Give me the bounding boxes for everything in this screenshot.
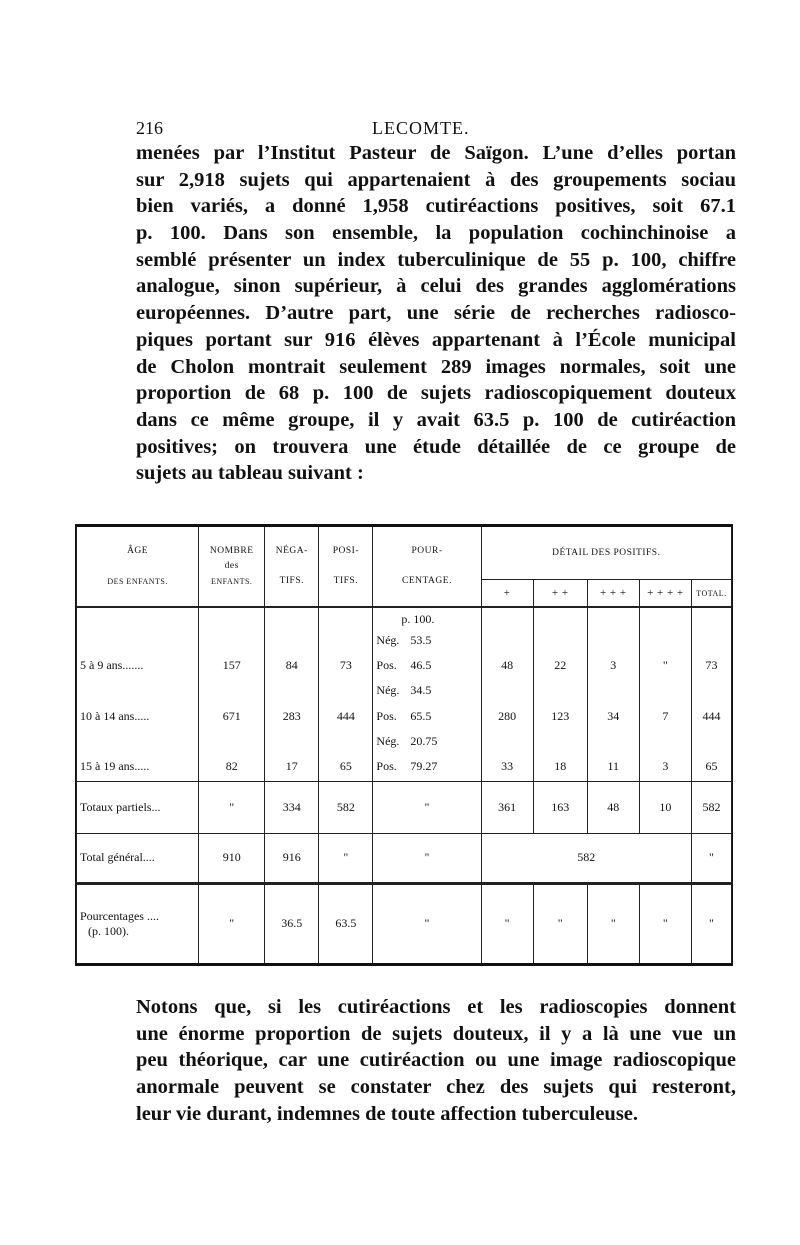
positifs-cell: " bbox=[319, 833, 373, 883]
detail-cell: " bbox=[639, 651, 691, 681]
age-label: 5 à 9 ans....... bbox=[77, 651, 199, 681]
pourcentage-cell: " bbox=[373, 833, 481, 883]
pourcentage-cell: " bbox=[373, 883, 481, 963]
text-line: peu théorique, car une cutiréaction ou une image radioscopique bbox=[136, 1049, 736, 1072]
detail-cell: 48 bbox=[481, 651, 533, 681]
header-nombre: NOMBRE des ENFANTS. bbox=[199, 527, 265, 607]
detail-span-cell: 582 bbox=[481, 833, 691, 883]
totaux-partiels-label: Totaux partiels... bbox=[77, 782, 199, 833]
header-detail-total: TOTAL. bbox=[691, 580, 731, 608]
detail-cell: 10 bbox=[639, 782, 691, 833]
text-line: une énorme proportion de sujets douteux, il y a là une vue un bbox=[136, 1022, 736, 1045]
detail-cell: 7 bbox=[639, 701, 691, 731]
age-label: 15 à 19 ans..... bbox=[77, 751, 199, 782]
negatifs-cell: 17 bbox=[265, 751, 319, 782]
header-detail-plus2: + + bbox=[533, 580, 587, 608]
pct-pos: Pos. 65.5 bbox=[373, 701, 481, 731]
header-positifs: POSI- TIFS. bbox=[319, 527, 373, 607]
detail-cell: 444 bbox=[691, 701, 731, 731]
pourcentage-cell: " bbox=[373, 782, 481, 833]
header-negatifs: NÉGA- TIFS. bbox=[265, 527, 319, 607]
nombre-cell: " bbox=[199, 883, 265, 963]
text-line: bien variés, a donné 1,958 cutiréactions positives, soit 67.1 bbox=[136, 195, 736, 218]
header-pourcentage: POUR- CENTAGE. bbox=[373, 527, 481, 607]
paragraph-bottom bbox=[136, 994, 736, 1127]
positifs-cell: 73 bbox=[319, 651, 373, 681]
negatifs-cell: 916 bbox=[265, 833, 319, 883]
age-label: 10 à 14 ans..... bbox=[77, 701, 199, 731]
text-line: semblé présenter un index tuberculinique de 55 p. 100, chiffre bbox=[136, 248, 736, 271]
nombre-cell: 157 bbox=[199, 651, 265, 681]
positifs-cell: 444 bbox=[319, 701, 373, 731]
detail-cell: 22 bbox=[533, 651, 587, 681]
detail-cell: 18 bbox=[533, 751, 587, 782]
text-line: de Cholon montrait seulement 289 images normales, soit une bbox=[136, 355, 736, 378]
text-line: dans ce même groupe, il y avait 63.5 p. 100 de cutiréaction bbox=[136, 408, 736, 431]
text-line: p. 100. Dans son ensemble, la population cochinchinoise a bbox=[136, 222, 736, 245]
positifs-cell: 65 bbox=[319, 751, 373, 782]
text-line: piques portant sur 916 élèves appartenant à l’École municipal bbox=[136, 328, 736, 351]
detail-cell: " bbox=[481, 883, 533, 963]
positifs-cell: 63.5 bbox=[319, 883, 373, 963]
text-line: sur 2,918 sujets qui appartenaient à des groupements sociau bbox=[136, 168, 736, 191]
text-line: Notons que, si les cutiréactions et les radioscopies donnent bbox=[136, 996, 736, 1018]
text-line: anormale peuvent se constater chez des sujets qui resteront, bbox=[136, 1076, 736, 1099]
detail-cell: 361 bbox=[481, 782, 533, 833]
pct-pos: Pos. 46.5 bbox=[373, 651, 481, 681]
text-line: leur vie durant, indemnes de toute affection tuberculeuse. bbox=[136, 1102, 639, 1125]
nombre-cell: 910 bbox=[199, 833, 265, 883]
detail-cell: 582 bbox=[691, 782, 731, 833]
paragraph-top bbox=[136, 140, 736, 487]
detail-cell: " bbox=[587, 883, 639, 963]
detail-cell: 3 bbox=[639, 751, 691, 782]
running-head bbox=[136, 118, 716, 142]
detail-cell: 123 bbox=[533, 701, 587, 731]
nombre-cell: 671 bbox=[199, 701, 265, 731]
detail-cell: 33 bbox=[481, 751, 533, 782]
detail-cell: 73 bbox=[691, 651, 731, 681]
negatifs-cell: 334 bbox=[265, 782, 319, 833]
negatifs-cell: 36.5 bbox=[265, 883, 319, 963]
header-detail-plus1: + bbox=[481, 580, 533, 608]
nombre-cell: 82 bbox=[199, 751, 265, 782]
nombre-cell: " bbox=[199, 782, 265, 833]
text-line: menées par l’Institut Pasteur de Saïgon. L’une d’elles portan bbox=[136, 142, 736, 164]
data-table bbox=[75, 524, 733, 966]
detail-cell: " bbox=[691, 833, 731, 883]
header-detail: DÉTAIL DES POSITIFS. bbox=[481, 527, 731, 580]
pct-neg: Nég. 20.75 bbox=[373, 731, 481, 751]
detail-cell: 11 bbox=[587, 751, 639, 782]
text-line: européennes. D’autre part, une série de recherches radiosco- bbox=[136, 302, 736, 325]
header-age: ÂGE DES ENFANTS. bbox=[77, 527, 199, 607]
text-line: analogue, sinon supérieur, à celui des grandes agglomérations bbox=[136, 275, 736, 298]
negatifs-cell: 84 bbox=[265, 651, 319, 681]
text-line: positives; on trouvera une étude détaillée de ce groupe de bbox=[136, 435, 736, 458]
header-detail-plus4: + + + + bbox=[639, 580, 691, 608]
detail-cell: 34 bbox=[587, 701, 639, 731]
detail-cell: " bbox=[691, 883, 731, 963]
detail-cell: 280 bbox=[481, 701, 533, 731]
detail-cell: " bbox=[533, 883, 587, 963]
pct-neg: Nég. 34.5 bbox=[373, 681, 481, 701]
pct-neg: Nég. 53.5 bbox=[373, 631, 481, 651]
negatifs-cell: 283 bbox=[265, 701, 319, 731]
header-detail-plus3: + + + bbox=[587, 580, 639, 608]
pct-pos: Pos. 79.27 bbox=[373, 751, 481, 782]
page-number: 216 bbox=[136, 118, 163, 138]
unit-label: p. 100. bbox=[373, 607, 481, 631]
pourcentages-label: Pourcentages .... (p. 100). bbox=[77, 883, 199, 963]
text-line: proportion de 68 p. 100 de sujets radioscopiquement douteux bbox=[136, 382, 736, 405]
detail-cell: 3 bbox=[587, 651, 639, 681]
detail-cell: 163 bbox=[533, 782, 587, 833]
detail-cell: " bbox=[639, 883, 691, 963]
positifs-cell: 582 bbox=[319, 782, 373, 833]
running-title: LECOMTE. bbox=[372, 118, 470, 138]
total-general-label: Total général.... bbox=[77, 833, 199, 883]
detail-cell: 48 bbox=[587, 782, 639, 833]
detail-cell: 65 bbox=[691, 751, 731, 782]
text-line: sujets au tableau suivant : bbox=[136, 462, 364, 485]
